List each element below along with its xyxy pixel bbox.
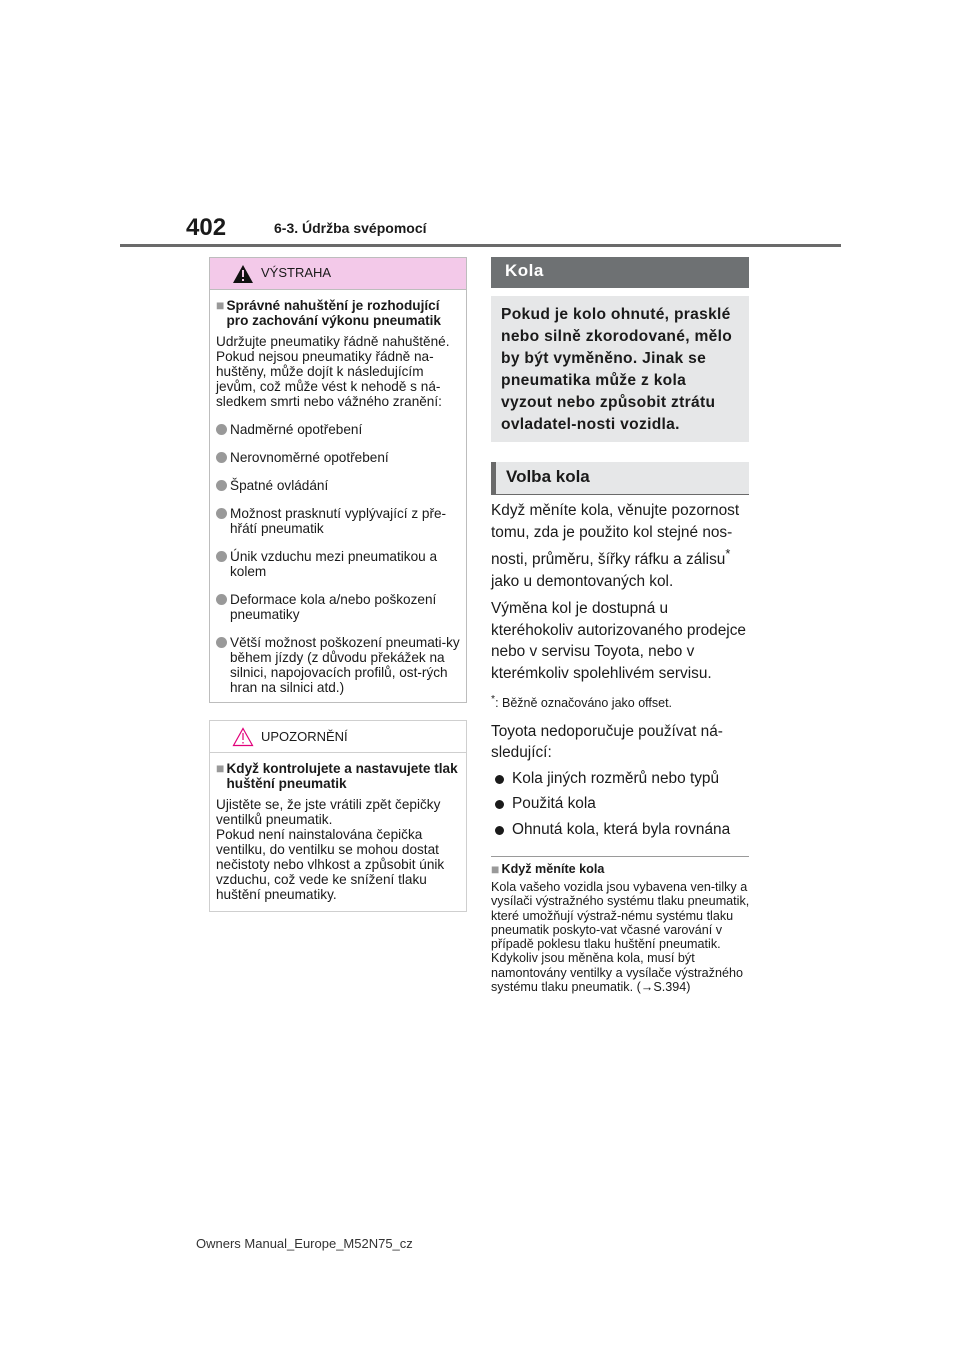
bullet-icon bbox=[216, 551, 227, 562]
notice-text-1: Ujistěte se, že jste vrátili zpět čepičky ventilků pneumatik. bbox=[216, 797, 441, 827]
caution-triangle-icon bbox=[232, 727, 254, 747]
volba-heading: Volba kola bbox=[506, 467, 590, 486]
list-item-text: Větší možnost poškození pneumati-ky během jízdy (z důvodu překážek na silnici, napojovacích profilů, ost-rých hran na silnici atd.) bbox=[230, 635, 460, 695]
warning-title bbox=[216, 298, 462, 328]
header-rule bbox=[120, 244, 841, 247]
notice-box bbox=[209, 720, 467, 912]
list-item-text: Špatné ovládání bbox=[230, 478, 329, 493]
section-title: 6-3. Údržba svépomocí bbox=[274, 220, 427, 236]
list-item bbox=[491, 793, 753, 815]
list-item-text: Nerovnoměrné opotřebení bbox=[230, 450, 389, 465]
change-text: Kola vašeho vozidla jsou vybavena ven-tilky a vysílači výstražného systému tlaku pneumatik, které umožňují výstraž-nému systému tlaku pneumatik poskyto-vat včasné varování v případě poklesu tlaku huštění pneumatik. Kdykoliv jsou měněna kola, musí být namontovány ventilky a vysílače výstražného systému tlaku pneumatik. (→S.394) bbox=[491, 880, 750, 995]
notice-text-2: Pokud není nainstalována čepička ventilku, do ventilku se mohou dostat nečistoty nebo vlhkost a způsobit únik vzduchu, což vede ke snížení tlaku huštění pneumatiky. bbox=[216, 827, 445, 902]
section-divider bbox=[491, 856, 749, 857]
notice-label: UPOZORNĚNÍ bbox=[261, 729, 348, 744]
warning-triangle-icon bbox=[232, 264, 254, 284]
list-item bbox=[491, 819, 753, 841]
bullet-icon bbox=[216, 424, 227, 435]
bullet-icon bbox=[216, 637, 227, 648]
page-number: 402 bbox=[186, 214, 227, 241]
bullet-icon bbox=[495, 775, 504, 784]
change-section bbox=[491, 860, 753, 994]
square-bullet-icon: ■ bbox=[216, 297, 225, 313]
list-item bbox=[216, 478, 462, 493]
notice-title bbox=[216, 761, 462, 791]
volba-paragraph-3: Toyota nedoporučuje používat ná-sledující: bbox=[491, 722, 723, 762]
list-item-text: Deformace kola a/nebo poškození pneumatiky bbox=[230, 592, 437, 622]
list-item-text: Ohnutá kola, která byla rovnána bbox=[512, 820, 731, 838]
warning-header bbox=[210, 258, 466, 290]
list-item bbox=[216, 450, 462, 465]
kola-intro: Pokud je kolo ohnuté, prasklé nebo silně zkorodované, mělo by být vyměněno. Jinak se pneumatika může z kola vyzout nebo způsobit ztrátu ovladatel-nosti vozidla. bbox=[491, 296, 749, 442]
warning-box bbox=[209, 257, 467, 703]
notice-title-text: Když kontrolujete a nastavujete tlak huštění pneumatik bbox=[226, 761, 458, 791]
volba-p1-tail: jako u demontovaných kol. bbox=[491, 572, 674, 590]
list-item-text: Použitá kola bbox=[512, 795, 596, 813]
footnote-mark: * bbox=[491, 694, 496, 706]
footnote-text: : Běžně označováno jako offset. bbox=[495, 696, 673, 711]
bullet-icon bbox=[495, 800, 504, 809]
list-item bbox=[216, 549, 462, 579]
bullet-icon bbox=[495, 826, 504, 835]
footnote-marker: * bbox=[725, 546, 731, 561]
list-item bbox=[216, 422, 462, 437]
list-item bbox=[491, 768, 753, 790]
square-bullet-icon: ■ bbox=[491, 861, 500, 877]
volba-body bbox=[491, 500, 753, 840]
kola-heading: Kola bbox=[505, 261, 544, 280]
warning-text: Udržujte pneumatiky řádně nahuštěné. Pokud nejsou pneumatiky řádně na-huštěny, může dojít k následujícím jevům, což může vést k nehodě s ná-sledkem smrti nebo vážného zranění: bbox=[216, 334, 450, 409]
change-title bbox=[491, 862, 753, 877]
volba-heading-bar bbox=[491, 462, 749, 495]
square-bullet-icon: ■ bbox=[216, 760, 225, 776]
list-item bbox=[216, 592, 462, 622]
warning-label: VÝSTRAHA bbox=[261, 265, 332, 280]
list-item bbox=[216, 635, 462, 695]
bullet-icon bbox=[216, 452, 227, 463]
footer-text: Owners Manual_Europe_M52N75_cz bbox=[196, 1236, 413, 1251]
list-item-text: Nadměrné opotřebení bbox=[230, 422, 363, 437]
bullet-icon bbox=[216, 480, 227, 491]
footnote bbox=[491, 689, 753, 715]
notice-header bbox=[210, 721, 466, 753]
list-item-text: Únik vzduchu mezi pneumatikou a kolem bbox=[230, 549, 438, 579]
list-item-text: Kola jiných rozměrů nebo typů bbox=[512, 769, 720, 787]
volba-paragraph-1 bbox=[491, 500, 753, 592]
change-title-text: Když měníte kola bbox=[501, 862, 605, 876]
volba-paragraph-2: Výměna kol je dostupná u kteréhokoliv autorizovaného prodejce nebo v servisu Toyota, nebo v kterémkoliv spolehlivém servisu. bbox=[491, 600, 746, 682]
warning-title-text: Správné nahuštění je rozhodující pro zachování výkonu pneumatik bbox=[226, 298, 441, 328]
volba-p1-text: Když měníte kola, věnujte pozornost tomu, zda je použito kol stejné nos-nosti, průměru, šířky ráfku a zálisu bbox=[491, 502, 740, 569]
kola-heading-bar bbox=[491, 257, 749, 288]
bullet-icon bbox=[216, 594, 227, 605]
bullet-icon bbox=[216, 508, 227, 519]
list-item-text: Možnost prasknutí vyplývající z pře-hřátí pneumatik bbox=[230, 506, 447, 536]
list-item bbox=[216, 506, 462, 536]
